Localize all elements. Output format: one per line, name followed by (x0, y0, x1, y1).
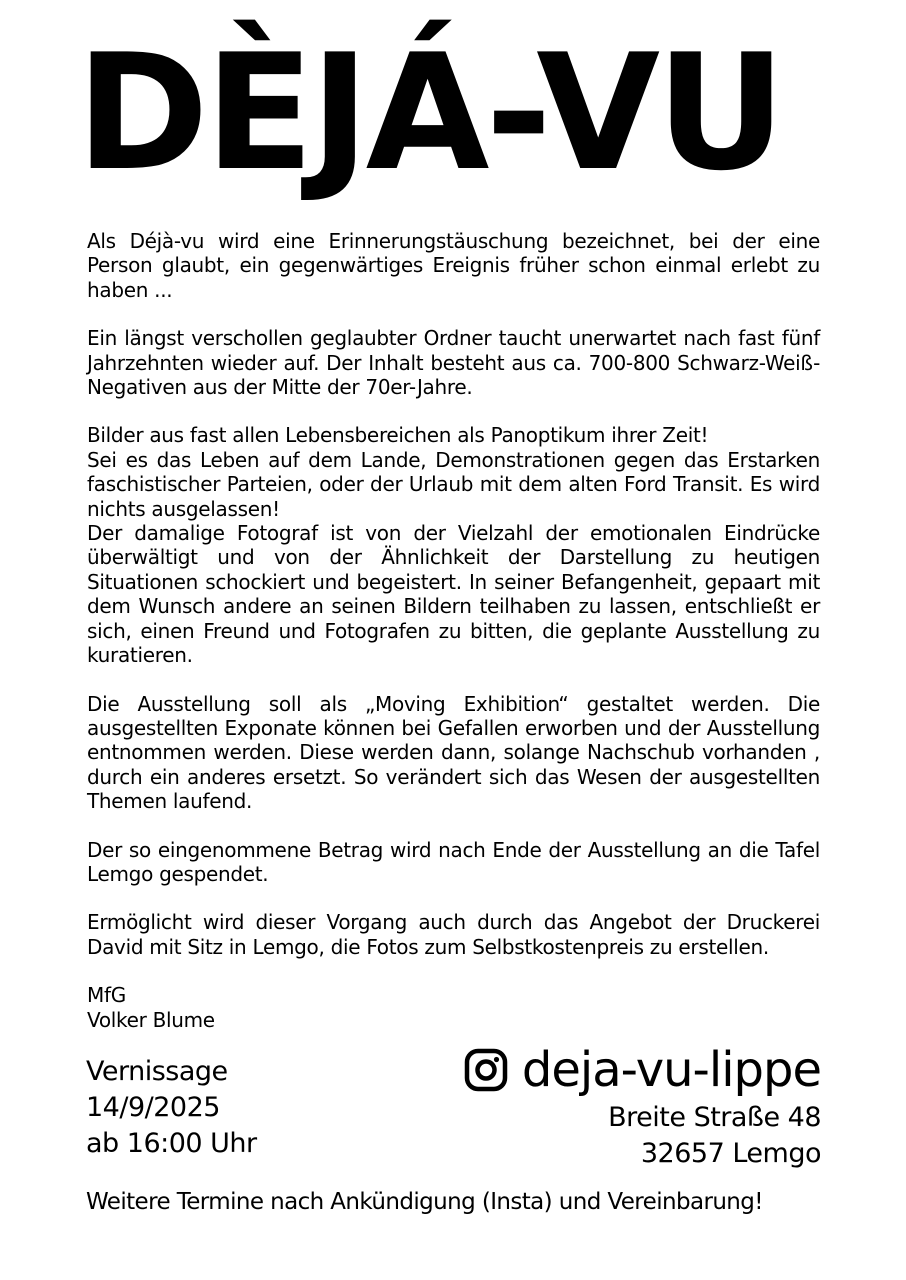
event-date: 14/9/2025 (86, 1092, 220, 1123)
paragraph-definition: Als Déjà-vu wird eine Erinnerungstäuschung bezeichnet, bei der eine Person glaubt, ein gegenwärtiges Ereignis früher schon einmal erlebt zu haben ... (87, 229, 820, 302)
contact-block (464, 1040, 821, 1172)
body-text (87, 229, 820, 959)
paragraph-photographer: Der damalige Fotograf ist von der Vielzahl der emotionalen Eindrücke überwältigt und von der Ähnlichkeit der Darstellung zu heutigen Situationen schockiert und begeistert. In seiner Befangenheit, gepaart mit dem Wunsch andere an seinen Bildern teilhaben zu lassen, entschließt er sich, einen Freund und Fotografen zu bitten, die geplante Ausstellung zu kuratieren. (87, 521, 820, 668)
signoff-greeting: MfG (87, 983, 126, 1007)
paragraph-gap (87, 814, 820, 838)
paragraph-themes: Sei es das Leben auf dem Lande, Demonstrationen gegen das Erstarken faschistischer Parteien, oder der Urlaub mit dem alten Ford Transit. Es wird nichts ausgelassen! (87, 447, 820, 521)
event-time: ab 16:00 Uhr (86, 1128, 257, 1159)
event-details (86, 1054, 257, 1162)
instagram-handle: deja-vu-lippe (521, 1042, 821, 1098)
paragraph-panoptikum: Bilder aus fast allen Lebensbereichen als Panoptikum ihrer Zeit! (87, 423, 709, 448)
paragraph-printer: Ermöglicht wird dieser Vorgang auch durch das Angebot der Druckerei David mit Sitz in Lemgo, die Fotos zum Selbstkostenpreis zu erstellen. (87, 910, 820, 959)
paragraph-moving-exhibition: Die Ausstellung soll als „Moving Exhibition“ gestaltet werden. Die ausgestellten Exponate können bei Gefallen erworben und der Ausstellung entnommen werden. Diese werden dann, solange Nachschub vorhanden , durch ein anderes ersetzt. So verändert sich das Wesen der ausgestellten Themen laufend. (87, 691, 820, 814)
paragraph-donation: Der so eingenommene Betrag wird nach Ende der Ausstellung an die Tafel Lemgo gespendet. (87, 837, 820, 886)
footer-note: Weitere Termine nach Ankündigung (Insta) und Vereinbarung! (86, 1189, 763, 1215)
event-label: Vernissage (86, 1056, 228, 1087)
poster-title: DÈJÁ-VU (76, 19, 782, 206)
paragraph-gap (87, 886, 820, 910)
instagram-link[interactable] (464, 1040, 821, 1100)
address (464, 1100, 821, 1172)
signoff (87, 983, 215, 1032)
address-city: 32657 Lemgo (640, 1138, 821, 1169)
paragraph-gap (87, 668, 820, 692)
paragraph-gap (87, 399, 820, 423)
address-street: Breite Straße 48 (608, 1102, 821, 1133)
paragraph-discovery: Ein längst verschollen geglaubter Ordner taucht unerwartet nach fast fünf Jahrzehnten wieder auf. Der Inhalt besteht aus ca. 700-800 Schwarz-Weiß-Negativen aus der Mitte der 70er-Jahre. (87, 326, 820, 400)
paragraph-gap (87, 302, 820, 326)
signoff-name: Volker Blume (87, 1007, 215, 1032)
instagram-icon (464, 1048, 508, 1092)
